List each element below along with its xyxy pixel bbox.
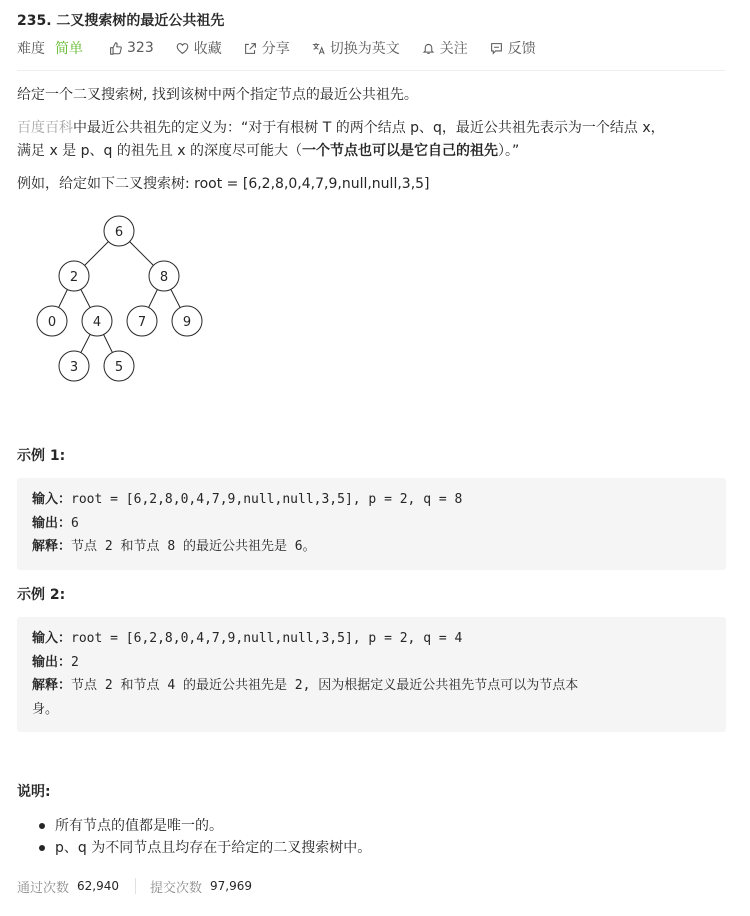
difficulty-label: 难度: [17, 41, 45, 57]
tree-node: [37, 306, 67, 336]
example-2-explanation-cont: 身。: [32, 701, 59, 717]
share-icon: [244, 42, 257, 55]
tree-node: [59, 261, 89, 291]
tree-node: [127, 306, 157, 336]
bell-icon: [422, 42, 435, 55]
example-intro: 例如，给定如下二叉搜索树: root = [6,2,8,0,4,7,9,null,null,3,5]: [17, 176, 430, 192]
feedback-button[interactable]: [490, 38, 536, 58]
favorite-button[interactable]: [176, 38, 222, 58]
definition-text: 中最近公共祖先的定义为：“对于有根树 T 的两个结点 p、q，最近公共祖先表示为一个结点 x，: [73, 120, 665, 136]
example-2-explanation: 节点 2 和节点 4 的最近公共祖先是 2, 因为根据定义最近公共祖先节点可以为节点本: [71, 678, 579, 693]
svg-text:6: 6: [114, 225, 124, 240]
share-button[interactable]: [244, 38, 290, 58]
submission-stats: [17, 876, 252, 896]
bst-diagram: [30, 212, 210, 384]
example-1-output: 6: [71, 515, 79, 531]
description-intro: 给定一个二叉搜索树, 找到该树中两个指定节点的最近公共祖先。: [17, 87, 418, 103]
tree-node: [172, 306, 202, 336]
tree-node: [82, 306, 112, 336]
like-button[interactable]: [109, 40, 154, 56]
example-1-heading: 示例 1:: [17, 448, 66, 464]
follow-button[interactable]: [422, 38, 468, 58]
translate-button[interactable]: [312, 38, 400, 58]
svg-text:4: 4: [92, 315, 102, 330]
feedback-icon: [490, 42, 503, 55]
tree-node: [59, 351, 89, 381]
notes-heading: 说明:: [17, 784, 51, 800]
divider: [17, 70, 725, 71]
svg-text:5: 5: [114, 360, 124, 375]
example-2-input: root = [6,2,8,0,4,7,9,null,null,3,5], p = 2, q = 4: [71, 631, 463, 646]
thumbs-up-icon: [109, 42, 122, 55]
tree-node: [104, 351, 134, 381]
list-item: 所有节点的值都是唯一的。: [39, 815, 371, 837]
baidu-baike-link[interactable]: 百度百科: [17, 120, 73, 136]
definition-line-1: [17, 117, 665, 140]
heart-icon: [176, 42, 189, 55]
favorite-label: 收藏: [193, 41, 222, 57]
definition-line-2: 满足 x 是 p、q 的祖先且 x 的深度尽可能大（一个节点也可以是它自己的祖先）。”: [17, 143, 520, 159]
svg-text:7: 7: [137, 315, 147, 330]
example-1-block: 输入：root = [6,2,8,0,4,7,9,null,null,3,5], p = 2, q = 8 输出：6 解释：节点 2 和节点 8 的最近公共祖先是 6。: [17, 478, 726, 570]
example-2-block: 输入：root = [6,2,8,0,4,7,9,null,null,3,5], p = 2, q = 4 输出：2 解释：节点 2 和节点 4 的最近公共祖先是 2, 因为根据定义最近公共祖先节点可以为节点本 身。: [17, 617, 726, 732]
translate-label: 切换为英文: [329, 41, 400, 57]
example-2-heading: 示例 2:: [17, 587, 66, 603]
example-2-output: 2: [71, 654, 79, 670]
share-label: 分享: [261, 41, 290, 57]
submitted-label: 提交次数: [150, 880, 203, 896]
accepted-label: 通过次数: [17, 880, 70, 896]
tree-node: [104, 216, 134, 246]
notes-list: [17, 815, 371, 859]
svg-text:2: 2: [69, 270, 79, 285]
submitted-count: 97,969: [210, 879, 253, 893]
follow-label: 关注: [439, 41, 468, 57]
svg-text:0: 0: [47, 315, 57, 330]
like-count: 323: [127, 40, 154, 56]
svg-text:3: 3: [69, 360, 79, 375]
problem-toolbar: [17, 38, 558, 58]
example-1-input: root = [6,2,8,0,4,7,9,null,null,3,5], p = 2, q = 8: [71, 492, 463, 507]
problem-title: 235. 二叉搜索树的最近公共祖先: [17, 13, 225, 29]
svg-text:9: 9: [182, 315, 192, 330]
feedback-label: 反馈: [507, 41, 536, 57]
definition-bold: 一个节点也可以是它自己的祖先: [302, 143, 499, 159]
list-item: p、q 为不同节点且均存在于给定的二叉搜索树中。: [39, 837, 371, 859]
difficulty-value: 简单: [55, 41, 83, 57]
svg-text:8: 8: [159, 270, 169, 285]
accepted-count: 62,940: [77, 879, 120, 893]
example-1-explanation: 节点 2 和节点 8 的最近公共祖先是 6。: [71, 539, 316, 554]
stats-divider: [135, 878, 136, 894]
tree-node: [149, 261, 179, 291]
translate-icon: [312, 42, 325, 55]
